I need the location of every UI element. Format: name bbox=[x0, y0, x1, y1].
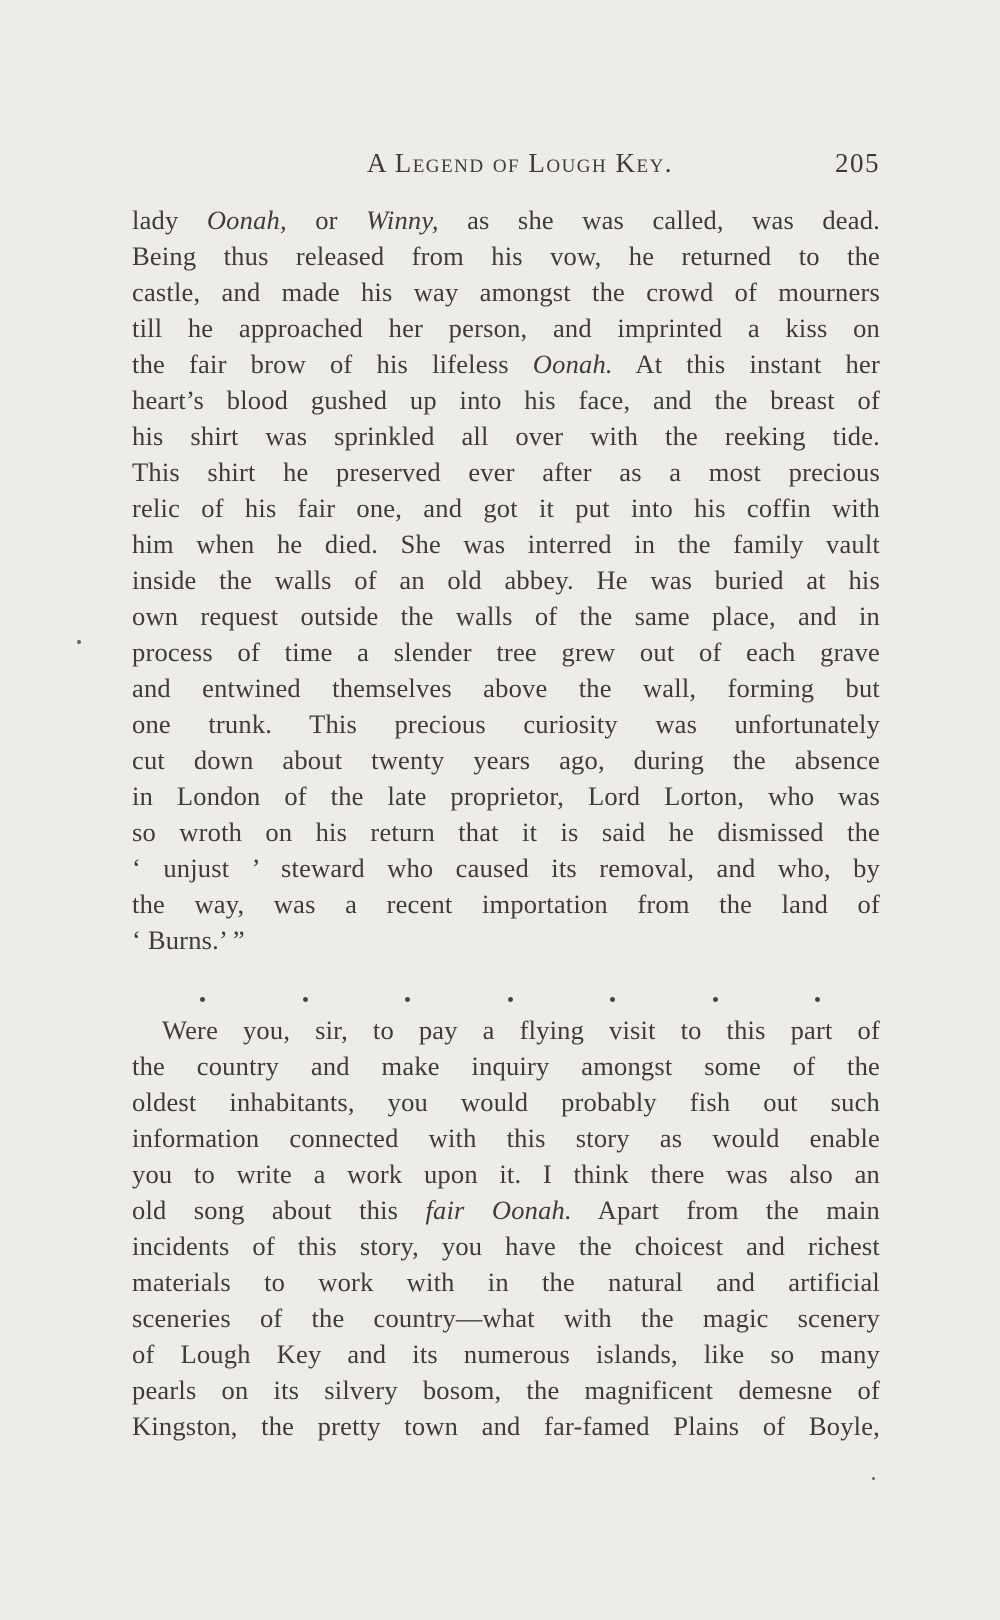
italic-name: Winny, bbox=[366, 205, 439, 235]
text-line: and entwined themselves above the wall, forming but bbox=[132, 673, 880, 703]
section-break bbox=[200, 993, 820, 1005]
ellipsis-dot bbox=[508, 997, 513, 1002]
text-line: of Lough Key and its numerous islands, like so many bbox=[132, 1339, 880, 1369]
text-span: At this instant her bbox=[612, 349, 880, 379]
text-span: or bbox=[286, 205, 367, 235]
text-line: till he approached her person, and imprinted a kiss on bbox=[132, 313, 880, 343]
running-title: A Legend of Lough Key. bbox=[366, 148, 674, 178]
text-line: his shirt was sprinkled all over with the reeking tide. bbox=[132, 421, 880, 451]
text-line: Were you, sir, to pay a flying visit to this part of bbox=[162, 1015, 880, 1045]
text-span: lady bbox=[132, 205, 207, 235]
italic-name: fair Oonah. bbox=[425, 1195, 572, 1225]
text-line: cut down about twenty years ago, during the absence bbox=[132, 745, 880, 775]
text-line: ‘ unjust ’ steward who caused its removal, and who, by bbox=[132, 853, 880, 883]
text-span: as she was called, was dead. bbox=[438, 205, 880, 235]
text-line: the way, was a recent importation from the land of bbox=[132, 889, 880, 919]
text-line: the country and make inquiry amongst some of the bbox=[132, 1051, 880, 1081]
text-line: ‘ Burns.’ ” bbox=[132, 925, 245, 955]
page-number: 205 bbox=[835, 148, 880, 178]
text-span: old song about this bbox=[132, 1195, 426, 1225]
text-line: incidents of this story, you have the choicest and richest bbox=[132, 1231, 880, 1261]
paper-speck bbox=[77, 640, 81, 644]
text-line: one trunk. This precious curiosity was unfortunately bbox=[132, 709, 880, 739]
text-line: materials to work with in the natural and artificial bbox=[132, 1267, 880, 1297]
text-line bbox=[132, 346, 880, 382]
text-line bbox=[132, 1192, 880, 1228]
paper-speck bbox=[872, 1477, 875, 1480]
text-line: inside the walls of an old abbey. He was buried at his bbox=[132, 565, 880, 595]
text-line: Kingston, the pretty town and far-famed Plains of Boyle, bbox=[132, 1411, 880, 1441]
text-line: sceneries of the country—what with the magic scenery bbox=[132, 1303, 880, 1333]
ellipsis-dot bbox=[200, 997, 205, 1002]
text-line: information connected with this story as would enable bbox=[132, 1123, 880, 1153]
text-line: process of time a slender tree grew out of each grave bbox=[132, 637, 880, 667]
text-line bbox=[132, 202, 880, 238]
text-line: you to write a work upon it. I think there was also an bbox=[132, 1159, 880, 1189]
text-line: pearls on its silvery bosom, the magnificent demesne of bbox=[132, 1375, 880, 1405]
text-line: in London of the late proprietor, Lord Lorton, who was bbox=[132, 781, 880, 811]
text-line: so wroth on his return that it is said he dismissed the bbox=[132, 817, 880, 847]
text-line: heart’s blood gushed up into his face, and the breast of bbox=[132, 385, 880, 415]
italic-name: Oonah, bbox=[206, 205, 287, 235]
text-span: the fair brow of his lifeless bbox=[132, 349, 533, 379]
text-span: Apart from the main bbox=[571, 1195, 880, 1225]
ellipsis-dot bbox=[713, 997, 718, 1002]
ellipsis-dot bbox=[815, 997, 820, 1002]
text-line: oldest inhabitants, you would probably fish out such bbox=[132, 1087, 880, 1117]
text-line: This shirt he preserved ever after as a most precious bbox=[132, 457, 880, 487]
running-head bbox=[130, 148, 880, 188]
ellipsis-dot bbox=[303, 997, 308, 1002]
text-line: castle, and made his way amongst the crowd of mourners bbox=[132, 277, 880, 307]
ellipsis-dot bbox=[610, 997, 615, 1002]
text-line: own request outside the walls of the same place, and in bbox=[132, 601, 880, 631]
text-line: Being thus released from his vow, he returned to the bbox=[132, 241, 880, 271]
text-line: relic of his fair one, and got it put into his coffin with bbox=[132, 493, 880, 523]
italic-name: Oonah. bbox=[532, 349, 613, 379]
text-line: him when he died. She was interred in the family vault bbox=[132, 529, 880, 559]
ellipsis-dot bbox=[405, 997, 410, 1002]
